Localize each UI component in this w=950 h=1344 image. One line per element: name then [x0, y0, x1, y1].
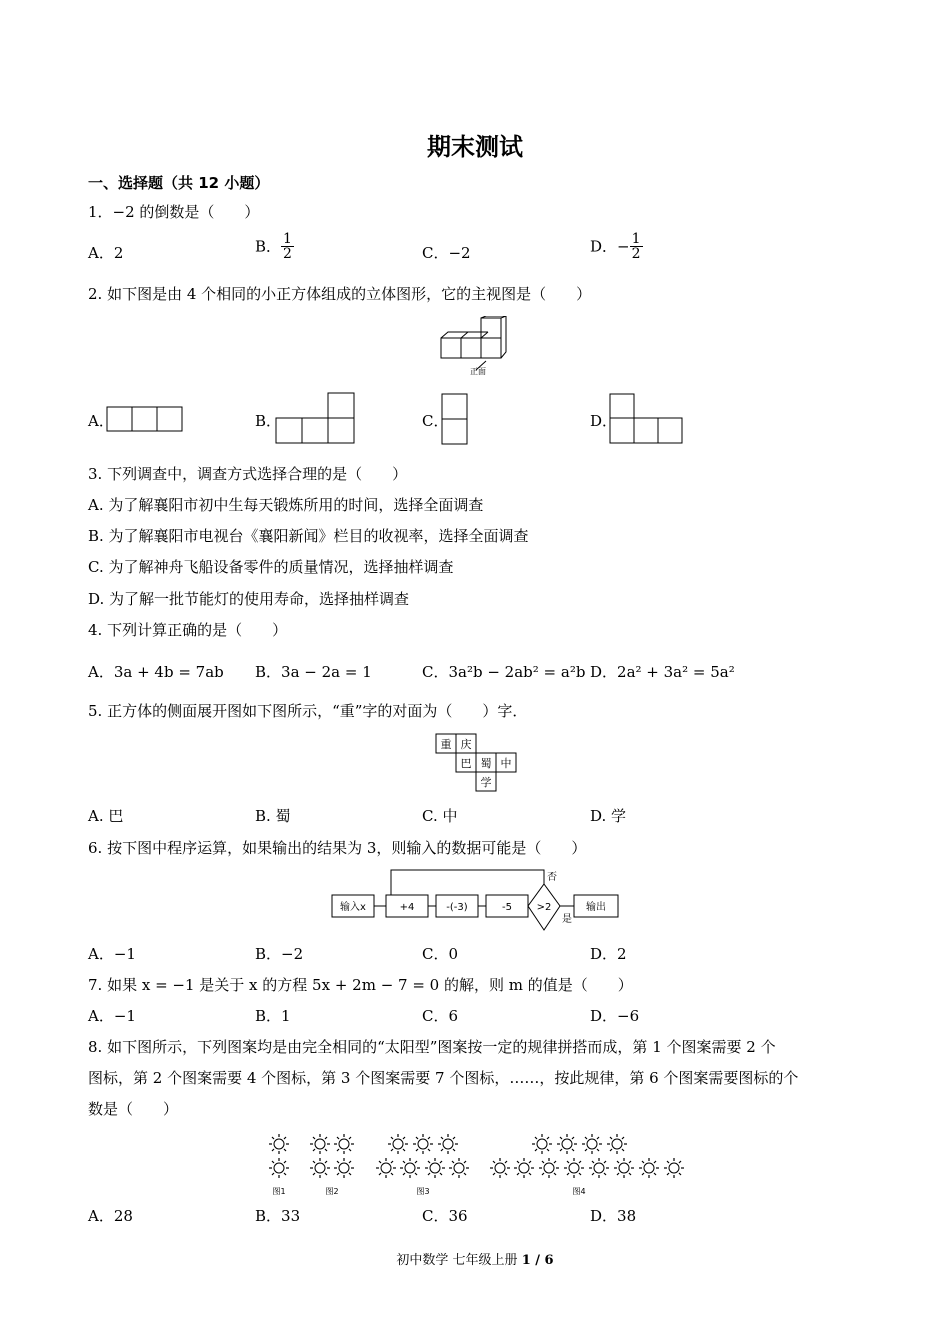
sun-icon	[607, 1134, 627, 1154]
q8-stem-line3: 数是（ ）	[88, 1100, 179, 1118]
page-number: 1 / 6	[521, 1253, 554, 1268]
sun-icon	[582, 1134, 602, 1154]
q2-option-b-figure	[275, 391, 357, 445]
net-cell-1: 重	[440, 738, 452, 751]
q4-stem: 4. 下列计算正确的是（ ）	[88, 621, 288, 639]
q2-front-label: 正面	[470, 367, 486, 376]
footer-text: 初中数学 七年级上册	[396, 1253, 522, 1268]
q8-option-b: B．33	[255, 1207, 301, 1225]
flow-yes-label: 是	[562, 914, 572, 925]
sun-icon	[564, 1158, 584, 1178]
q6-flowchart	[328, 864, 624, 936]
net-cell-3: 巴	[460, 757, 472, 770]
sun-icons	[269, 1134, 684, 1178]
sun-icon	[449, 1158, 469, 1178]
q8-option-a: A．28	[88, 1207, 133, 1225]
q5-option-d: D. 学	[590, 807, 627, 825]
q1-option-c: C．−2	[422, 244, 471, 262]
sun-icon	[413, 1134, 433, 1154]
q2-option-a: A．	[88, 412, 114, 430]
q3-option-b: B. 为了解襄阳市电视台《襄阳新闻》栏目的收视率，选择全面调查	[88, 527, 529, 545]
q8-sun-pattern-figure	[262, 1130, 692, 1202]
q5-option-c: C. 中	[422, 807, 458, 825]
flow-input: 输入x	[340, 902, 366, 913]
q1-option-d: D．− $\frac{1}{2}$	[590, 231, 641, 262]
fig-label-2: 图2	[325, 1187, 339, 1196]
section-heading: 一、选择题（共 12 小题）	[88, 174, 270, 192]
q2-option-c-figure	[440, 393, 470, 445]
q6-option-c: C．0	[422, 945, 459, 963]
sun-icon	[334, 1158, 354, 1178]
q7-option-c: C．6	[422, 1007, 459, 1025]
q4-option-a: A．3a + 4b = 7ab	[88, 663, 224, 681]
q6-option-d: D．2	[590, 945, 627, 963]
q8-stem-line1: 8. 如下图所示，下列图案均是由完全相同的“太阳型”图案按一定的规律拼搭而成，第 1 个图案需要 2 个	[88, 1038, 776, 1056]
sun-icon	[269, 1158, 289, 1178]
q5-cube-net	[434, 733, 518, 793]
q8-option-c: C．36	[422, 1207, 468, 1225]
q7-option-b: B．1	[255, 1007, 291, 1025]
q2-option-a-figure	[106, 406, 184, 432]
q4-option-b: B．3a − 2a = 1	[255, 663, 372, 681]
sun-icon	[589, 1158, 609, 1178]
q2-option-c: C．	[422, 412, 449, 430]
q2-option-d: D．	[590, 412, 618, 430]
q3-option-d: D. 为了解一批节能灯的使用寿命，选择抽样调查	[88, 590, 410, 608]
q2-stem: 2. 如下图是由 4 个相同的小正方体组成的立体图形，它的主视图是（ ）	[88, 285, 592, 303]
q7-option-a: A．−1	[88, 1007, 136, 1025]
sun-icon	[639, 1158, 659, 1178]
q8-stem-line2: 图标，第 2 个图案需要 4 个图标，第 3 个图案需要 7 个图标，……，按此规律，第 6 个图案需要图标的个	[88, 1069, 799, 1087]
q1-stem: 1．−2 的倒数是（ ）	[88, 203, 260, 221]
net-cell-2: 庆	[460, 738, 472, 751]
sun-icon	[438, 1134, 458, 1154]
page-footer	[0, 1249, 950, 1268]
page-title: 期末测试	[427, 133, 523, 161]
q6-stem: 6. 按下图中程序运算，如果输出的结果为 3，则输入的数据可能是（ ）	[88, 839, 587, 857]
sun-icon	[539, 1158, 559, 1178]
sun-icon	[664, 1158, 684, 1178]
q5-option-a: A. 巴	[88, 807, 124, 825]
flow-step-2: -(-3)	[446, 902, 468, 913]
fig-label-3: 图3	[416, 1187, 430, 1196]
q7-stem: 7. 如果 x = −1 是关于 x 的方程 5x + 2m − 7 = 0 的解，则 m 的值是（ ）	[88, 976, 633, 994]
sun-icon	[310, 1134, 330, 1154]
q1-option-a: A．2	[88, 244, 124, 262]
flow-no-label: 否	[547, 872, 557, 883]
q7-option-d: D．−6	[590, 1007, 640, 1025]
q4-option-d: D．2a² + 3a² = 5a²	[590, 663, 735, 681]
sun-icon	[376, 1158, 396, 1178]
sun-icon	[514, 1158, 534, 1178]
sun-icon	[269, 1134, 289, 1154]
q6-option-b: B．−2	[255, 945, 304, 963]
flow-step-1: +4	[399, 902, 415, 913]
flow-condition: >2	[536, 902, 552, 913]
sun-icon	[490, 1158, 510, 1178]
fig-label-1: 图1	[272, 1187, 286, 1196]
q8-option-d: D．38	[590, 1207, 637, 1225]
q2-option-d-figure	[608, 393, 684, 445]
flow-step-3: -5	[502, 902, 512, 913]
q3-option-c: C. 为了解神舟飞船设备零件的质量情况，选择抽样调查	[88, 558, 454, 576]
sun-icon	[388, 1134, 408, 1154]
net-cell-4: 蜀	[480, 757, 492, 770]
q1-option-b: B． $\frac{1}{2}$	[255, 231, 292, 262]
net-cell-5: 中	[500, 757, 512, 770]
q5-stem: 5. 正方体的侧面展开图如下图所示，“重”字的对面为（ ）字．	[88, 702, 528, 720]
net-cell-6: 学	[480, 776, 492, 789]
q3-option-a: A. 为了解襄阳市初中生每天锻炼所用的时间，选择全面调查	[88, 496, 484, 514]
q2-option-b: B．	[255, 412, 282, 430]
q2-cube-figure	[438, 316, 518, 376]
q3-stem: 3. 下列调查中，调查方式选择合理的是（ ）	[88, 465, 408, 483]
sun-icon	[557, 1134, 577, 1154]
sun-icon	[400, 1158, 420, 1178]
q5-option-b: B. 蜀	[255, 807, 291, 825]
sun-icon	[532, 1134, 552, 1154]
flow-output: 输出	[586, 902, 606, 913]
sun-icon	[310, 1158, 330, 1178]
sun-icon	[334, 1134, 354, 1154]
sun-icon	[425, 1158, 445, 1178]
sun-icon	[614, 1158, 634, 1178]
q4-option-c: C．3a²b − 2ab² = a²b	[422, 663, 586, 681]
fig-label-4: 图4	[572, 1187, 586, 1196]
q6-option-a: A．−1	[88, 945, 136, 963]
